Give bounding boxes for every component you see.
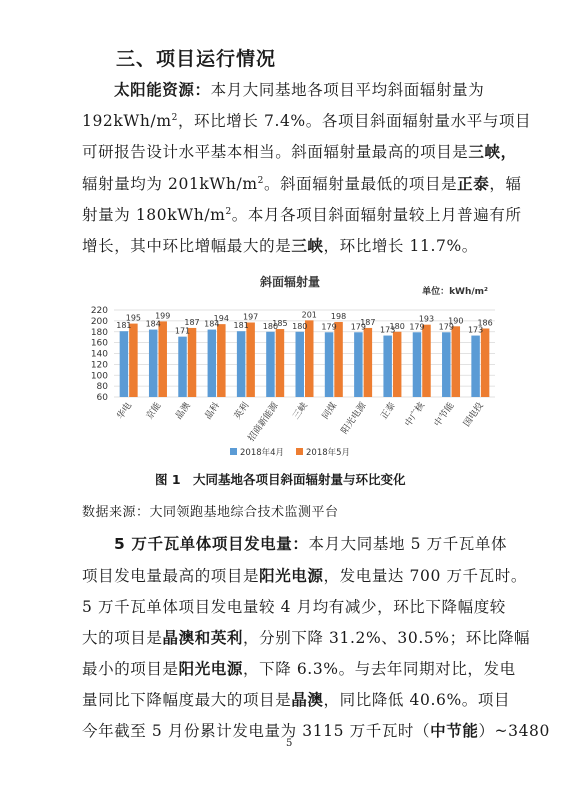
legend-swatch [296,448,303,455]
data-label: 185 [272,319,288,329]
data-label: 179 [409,322,425,332]
y-tick-label: 200 [90,316,108,327]
y-tick-label: 100 [90,371,108,382]
para1-line5: 射量为 $180kWh/m^2$。本月各项目斜面辐射量较上月普遍有所 [82,206,522,224]
data-label: 180 [262,321,279,331]
x-tick-label: 英利 [232,400,252,422]
data-label: 180 [389,321,405,331]
data-label: 173 [380,325,396,335]
bar-may [276,329,285,397]
data-label: 201 [301,310,317,320]
chart-title: 斜面辐射量 [259,275,321,289]
y-tick-label: 180 [90,327,108,338]
x-tick-label: 招商新能源 [246,400,281,444]
data-label: 181 [233,321,249,331]
y-tick-label: 80 [96,382,108,393]
bar-may [481,328,490,397]
radiation-bar-chart [70,264,510,464]
bar-april [442,332,451,397]
section-title: 三、项目运行情况 [116,48,277,70]
bar-may [305,320,314,397]
para2-line2: 项目发电量最高的项目是阳光电源，发电量达 700 万千瓦时。 [82,567,527,585]
data-label: 194 [213,314,229,324]
data-label: 190 [448,316,464,326]
para1-lead: 太阳能资源： [114,81,211,99]
bar-may [217,324,226,397]
data-label: 173 [467,325,484,335]
bar-may [158,321,167,397]
para1-line1: 太阳能资源：本月大同基地各项目平均斜面辐射量为 [114,81,485,99]
y-tick-label: 140 [90,349,108,360]
bar-may [422,325,431,397]
bar-may [129,324,138,397]
data-label: 171 [174,326,191,336]
data-label: 181 [116,321,132,331]
data-label: 179 [350,322,367,332]
bar-may [246,323,255,397]
legend-label: 2018年4月 [240,448,285,458]
chart-unit: 单位：kWh/m² [422,287,488,297]
x-tick-label: 晶澳 [174,400,193,422]
para1-line4: 辐射量均为 $201kWh/m^2$。斜面辐射量最低的项目是正泰，辐 [82,175,522,193]
x-tick-label: 中节能 [432,400,457,429]
x-tick-label: 同煤 [320,400,340,422]
data-label: 179 [321,322,337,332]
data-label: 179 [438,322,454,332]
bar-may [393,332,402,397]
x-tick-label: 华电 [115,400,135,422]
data-label: 198 [330,311,347,321]
para2-line1: 5 万千瓦单体项目发电量：本月大同基地 5 万千瓦单体 [114,535,508,553]
legend-swatch [230,448,237,455]
x-tick-label: 晶科 [203,400,223,422]
para2-line4: 大的项目是晶澳和英利，分别下降 31.2%、30.5%；环比降幅 [82,629,531,647]
para2-line7: 今年截至 5 月份累计发电量为 3115 万千瓦时（中节能）~3480 [82,722,550,740]
legend-label: 2018年5月 [306,448,351,458]
bar-april [471,336,480,397]
bar-may [188,328,197,397]
bar-april [325,332,334,397]
data-label: 180 [292,321,308,331]
data-label: 187 [184,317,200,327]
bar-april [237,331,246,397]
y-tick-label: 120 [90,360,108,371]
page-number: 5 [286,738,293,749]
para2-line3: 5 万千瓦单体项目发电量较 4 月均有减少，环比下降幅度较 [82,598,506,616]
x-tick-label: 中广核 [403,400,428,429]
y-tick-label: 160 [90,338,108,349]
x-tick-label: 阳光电源 [339,400,369,437]
x-tick-label: 三峡 [291,400,310,422]
bar-may [334,322,343,397]
y-tick-label: 220 [90,306,108,316]
para1-line6: 增长，其中环比增幅最大的是三峡，环比增长 11.7%。 [82,237,478,255]
data-label: 197 [242,312,259,322]
data-label: 195 [125,313,142,323]
x-tick-label: 国电投 [462,400,486,429]
para1-line3: 可研报告设计水平基本相当。斜面辐射量最高的项目是三峡， [82,143,517,161]
bar-april [354,332,363,397]
bar-april [178,337,187,397]
data-source: 数据来源：大同领跑基地综合技术监测平台 [82,505,339,520]
bar-april [413,332,422,397]
para1-line2: $192kWh/m^2$，环比增长 7.4%。各项目斜面辐射量水平与项目 [82,112,532,130]
data-label: 184 [145,319,161,329]
data-label: 184 [204,319,220,329]
bar-april [149,330,158,397]
data-label: 186 [477,318,493,328]
para2-line6: 量同比下降幅度最大的项目是晶澳，同比降低 40.6%。项目 [82,691,511,709]
data-label: 199 [155,311,171,321]
data-label: 187 [360,317,376,327]
bar-may [364,328,373,397]
x-tick-label: 京能 [144,400,164,422]
data-label: 193 [418,314,435,324]
bar-april [383,336,392,397]
x-tick-label: 正泰 [379,400,398,422]
bar-april [120,331,128,397]
y-tick-label: 60 [96,393,108,403]
bar-may [452,326,461,397]
bar-april [266,332,275,397]
bar-april [208,330,217,397]
bar-april [296,332,305,397]
para2-line5: 最小的项目是阳光电源，下降 6.3%。与去年同期对比，发电 [82,660,516,678]
figure-caption: 图 1 大同基地各项目斜面辐射量与环比变化 [155,472,406,487]
